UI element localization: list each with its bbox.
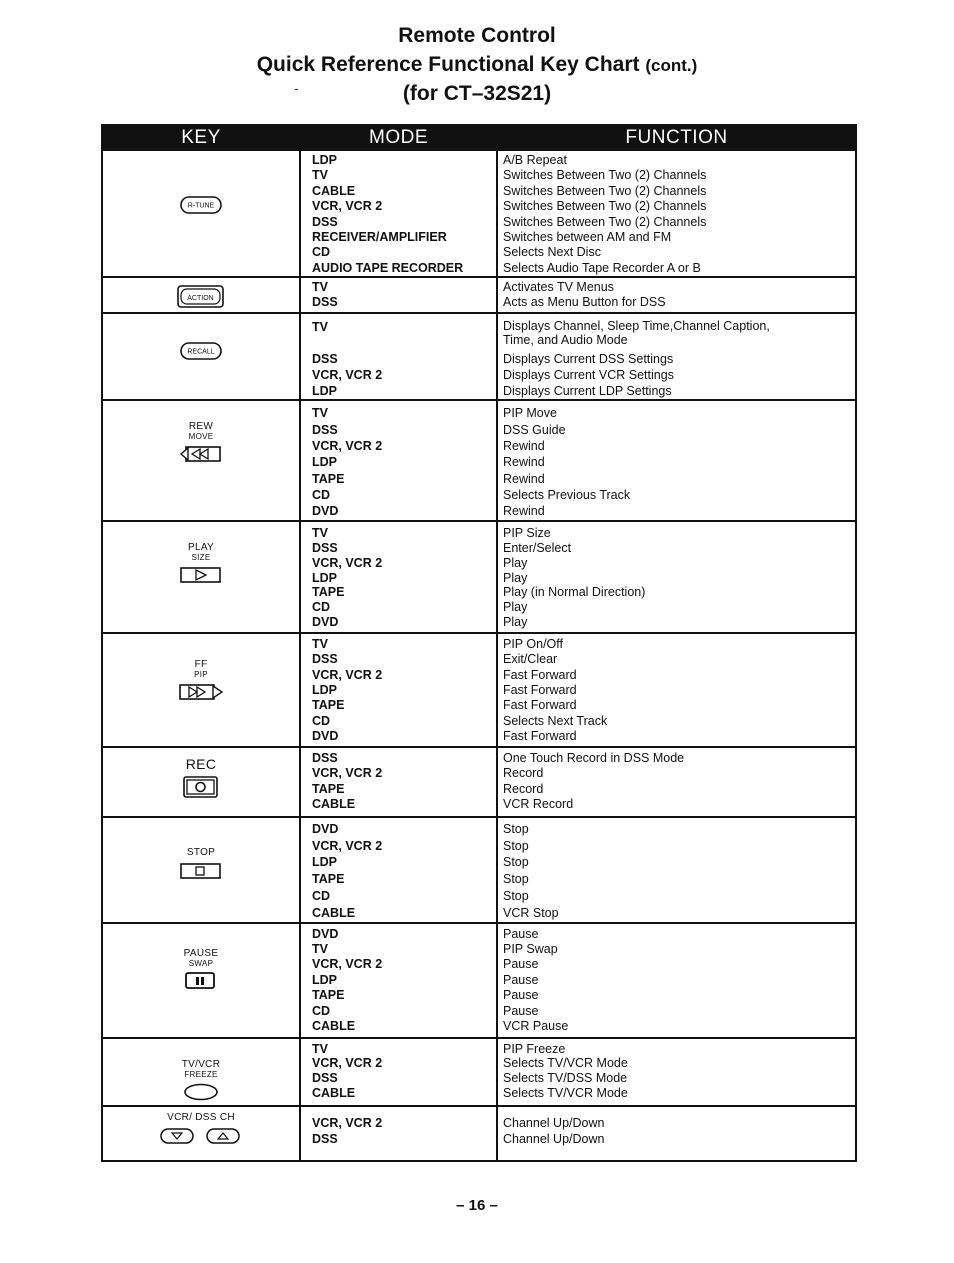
stop-icon — [178, 861, 224, 881]
key-graphic — [103, 659, 299, 702]
function-entry: PIP Swap — [503, 942, 558, 957]
mode-entry: AUDIO TAPE RECORDER — [312, 260, 464, 275]
mode-entry: LDP — [312, 153, 337, 167]
key-graphic — [103, 542, 299, 585]
record-icon — [182, 775, 220, 799]
mode-entry: DSS — [312, 1071, 338, 1086]
key-icon-caption: ACTION — [187, 295, 214, 303]
function-entry: One Touch Record in DSS Mode — [503, 750, 685, 765]
table-row — [102, 633, 856, 747]
mode-entry: TAPE — [312, 585, 345, 600]
mode-entry: CD — [312, 713, 331, 728]
key-label: MOVE — [188, 432, 214, 442]
function-entry: VCR Pause — [503, 1018, 569, 1033]
mode-entry: LDP — [312, 855, 337, 870]
function-cell — [497, 1106, 856, 1161]
play-icon — [178, 565, 224, 585]
function-entry: Selects Audio Tape Recorder A or B — [503, 260, 701, 275]
mode-entry: LDP — [312, 972, 337, 987]
table-row — [102, 1038, 856, 1106]
mode-entry: TV — [312, 168, 328, 183]
mode-entry: CD — [312, 889, 331, 904]
function-cell — [497, 277, 856, 313]
key-cell — [102, 521, 300, 633]
function-cell — [497, 817, 856, 923]
function-entry: Stop — [503, 872, 529, 887]
function-entry: Switches Between Two (2) Channels — [503, 199, 707, 214]
mode-cell — [300, 1038, 497, 1106]
function-entry: DSS Guide — [503, 422, 566, 437]
mode-cell — [300, 923, 497, 1038]
page-title-line3: (for CT–32S21) — [402, 82, 552, 105]
function-entry: Record — [503, 781, 544, 796]
function-entry: Fast Forward — [503, 683, 577, 698]
mode-entry: VCR, VCR 2 — [312, 368, 383, 383]
function-entry: Stop — [503, 855, 529, 870]
mode-entry: CABLE — [312, 905, 356, 920]
mode-entry: LDP — [312, 570, 337, 585]
key-label: SWAP — [188, 958, 214, 968]
table-row — [102, 1106, 856, 1161]
table-row — [102, 747, 856, 817]
function-entry: Switches Between Two (2) Channels — [503, 183, 707, 198]
function-entry: Fast Forward — [503, 729, 577, 744]
function-entry: Selects Next Disc — [503, 245, 601, 260]
mode-entry: CABLE — [312, 1086, 356, 1101]
function-entry: A/B Repeat — [503, 153, 567, 167]
function-cell — [497, 633, 856, 747]
mode-entry: TAPE — [312, 872, 345, 887]
mode-entry: TV — [312, 280, 328, 295]
function-entry: PIP Move — [503, 406, 557, 421]
key-graphic — [103, 1059, 299, 1102]
function-entry: Pause — [503, 957, 539, 972]
mode-entry — [312, 335, 496, 351]
key-cell — [102, 150, 300, 277]
function-entry: Stop — [503, 838, 529, 853]
mode-entry: CABLE — [312, 183, 356, 198]
function-entry: Selects Next Track — [503, 713, 608, 728]
mode-entry: TV — [312, 1041, 328, 1056]
mode-entry: TV — [312, 406, 328, 421]
mode-cell — [300, 633, 497, 747]
key-cell — [102, 1038, 300, 1106]
function-entry: Rewind — [503, 471, 545, 486]
function-entry: Selects Previous Track — [503, 488, 631, 503]
key-graphic — [103, 756, 299, 799]
function-entry: Displays Current DSS Settings — [503, 352, 674, 367]
mode-entry: DVD — [312, 926, 339, 941]
function-entry: Activates TV Menus — [503, 280, 614, 295]
recall-button-icon — [179, 341, 223, 361]
table-row — [102, 313, 856, 400]
function-entry: Rewind — [503, 438, 545, 453]
mode-entry: RECEIVER/AMPLIFIER — [312, 229, 447, 244]
function-cell — [497, 1038, 856, 1106]
key-cell — [102, 747, 300, 817]
function-entry: Play — [503, 570, 528, 585]
channel-down-up-icons — [159, 1126, 243, 1146]
table-row — [102, 277, 856, 313]
mode-cell — [300, 521, 497, 633]
mode-entry: TAPE — [312, 988, 345, 1003]
mode-entry: VCR, VCR 2 — [312, 838, 383, 853]
mode-entry: VCR, VCR 2 — [312, 957, 383, 972]
key-icon-caption: RECALL — [187, 348, 215, 356]
mode-entry: DSS — [312, 750, 338, 765]
function-entry: PIP On/Off — [503, 636, 563, 651]
key-graphic — [103, 1112, 299, 1146]
key-graphic — [103, 195, 299, 215]
tv-vcr-oval-button-icon — [181, 1082, 221, 1102]
mode-cell — [300, 277, 497, 313]
column-header-mode: MODE — [300, 125, 497, 150]
key-cell — [102, 277, 300, 313]
mode-entry: VCR, VCR 2 — [312, 1056, 383, 1071]
function-entry: Selects TV/VCR Mode — [503, 1056, 628, 1071]
table-header-row — [102, 125, 856, 150]
mode-entry: LDP — [312, 384, 337, 399]
function-entry: Play (in Normal Direction) — [503, 585, 646, 600]
function-entry: Switches between AM and FM — [503, 229, 672, 244]
function-entry: Rewind — [503, 504, 545, 519]
function-entry: Record — [503, 766, 544, 781]
key-cell — [102, 400, 300, 521]
function-entry: Switches Between Two (2) Channels — [503, 214, 707, 229]
function-entry: VCR Stop — [503, 905, 559, 920]
function-cell — [497, 747, 856, 817]
mode-entry: CD — [312, 1003, 331, 1018]
function-entry: Stop — [503, 821, 529, 836]
function-entry: Stop — [503, 889, 529, 904]
mode-entry: DSS — [312, 652, 338, 667]
key-label: FF — [194, 658, 208, 670]
pause-icon — [184, 971, 218, 991]
function-entry: Play — [503, 615, 528, 630]
function-cell — [497, 521, 856, 633]
function-entry: Fast Forward — [503, 698, 577, 713]
mode-entry: DSS — [312, 540, 338, 555]
page-number: – 16 – — [456, 1197, 498, 1214]
key-label: TV/VCR — [181, 1058, 221, 1070]
function-entry: Acts as Menu Button for DSS — [503, 295, 666, 310]
mode-entry: TAPE — [312, 698, 345, 713]
key-label: PLAY — [187, 541, 215, 553]
mode-cell — [300, 313, 497, 400]
mode-entry: CD — [312, 245, 331, 260]
key-label: VCR/ DSS CH — [167, 1111, 235, 1123]
mode-entry: DVD — [312, 504, 339, 519]
function-cell — [497, 923, 856, 1038]
title-main-text: Quick Reference Functional Key Chart — [256, 53, 640, 76]
key-label: STOP — [186, 846, 216, 858]
rewind-icon — [178, 444, 224, 464]
function-entry: Pause — [503, 1003, 539, 1018]
function-cell — [497, 313, 856, 400]
function-entry: Switches Between Two (2) Channels — [503, 168, 707, 183]
key-cell — [102, 313, 300, 400]
mode-entry: DVD — [312, 615, 339, 630]
mode-entry: DSS — [312, 422, 338, 437]
mode-entry: DVD — [312, 729, 339, 744]
mode-entry: DSS — [312, 1131, 338, 1146]
mode-entry: DVD — [312, 821, 339, 836]
mode-entry: VCR, VCR 2 — [312, 766, 383, 781]
key-graphic — [103, 948, 299, 991]
function-entry: Displays Current VCR Settings — [503, 368, 674, 383]
table-row — [102, 150, 856, 277]
key-cell — [102, 1106, 300, 1161]
function-entry: Channel Up/Down — [503, 1115, 605, 1130]
mode-cell — [300, 1106, 497, 1161]
column-header-function: FUNCTION — [497, 125, 856, 150]
column-header-key: KEY — [102, 125, 300, 150]
key-graphic — [103, 847, 299, 881]
mode-entry: CD — [312, 488, 331, 503]
key-graphic — [103, 421, 299, 464]
action-button-icon — [176, 284, 226, 310]
page-title-line1: Remote Control — [398, 24, 556, 47]
key-label: PIP — [194, 669, 208, 679]
function-entry: Rewind — [503, 455, 545, 470]
mode-entry: CABLE — [312, 797, 356, 812]
function-entry: PIP Size — [503, 525, 551, 540]
function-entry: Enter/Select — [503, 540, 572, 555]
function-entry: Fast Forward — [503, 667, 577, 682]
mode-entry: LDP — [312, 455, 337, 470]
mode-cell — [300, 747, 497, 817]
mode-entry: DSS — [312, 352, 338, 367]
function-cell — [497, 400, 856, 521]
key-label: FREEZE — [184, 1069, 218, 1079]
function-entry: Displays Channel, Sleep Time,Channel Caption, Time, and Audio Mode — [503, 319, 770, 348]
mode-entry: TV — [312, 636, 328, 651]
table-row — [102, 400, 856, 521]
mode-entry: VCR, VCR 2 — [312, 1115, 383, 1130]
mode-entry: LDP — [312, 683, 337, 698]
key-label: REW — [188, 421, 214, 433]
function-entry: Selects TV/DSS Mode — [503, 1071, 628, 1086]
function-entry: Pause — [503, 926, 539, 941]
mode-entry: VCR, VCR 2 — [312, 199, 383, 214]
function-cell — [497, 150, 856, 277]
key-cell — [102, 817, 300, 923]
function-entry: PIP Freeze — [503, 1041, 566, 1056]
title-cont-text: (cont.) — [645, 56, 698, 75]
mode-cell — [300, 400, 497, 521]
mode-entry: DSS — [312, 214, 338, 229]
mode-entry: TAPE — [312, 471, 345, 486]
function-entry: Displays Current LDP Settings — [503, 384, 672, 399]
key-cell — [102, 633, 300, 747]
mode-entry: TAPE — [312, 781, 345, 796]
mode-entry: CABLE — [312, 1018, 356, 1033]
function-entry: VCR Record — [503, 797, 574, 812]
function-entry: Exit/Clear — [503, 652, 558, 667]
function-entry: Channel Up/Down — [503, 1131, 605, 1146]
key-cell — [102, 923, 300, 1038]
mode-entry: VCR, VCR 2 — [312, 555, 383, 570]
function-entry: Play — [503, 600, 528, 615]
mode-entry: VCR, VCR 2 — [312, 438, 383, 453]
mode-cell — [300, 817, 497, 923]
scan-speck: - — [294, 80, 299, 96]
function-entry: Pause — [503, 988, 539, 1003]
key-graphic — [103, 341, 299, 361]
fast-forward-icon — [177, 682, 225, 702]
mode-entry: TV — [312, 942, 328, 957]
mode-entry: CD — [312, 600, 331, 615]
mode-entry: DSS — [312, 295, 338, 310]
function-entry: Pause — [503, 972, 539, 987]
mode-entry: VCR, VCR 2 — [312, 667, 383, 682]
key-label: SIZE — [191, 552, 211, 562]
key-graphic — [103, 284, 299, 310]
table-row — [102, 521, 856, 633]
mode-entry: TV — [312, 525, 328, 540]
quick-reference-table — [101, 124, 857, 1162]
key-label: PAUSE — [183, 947, 219, 959]
table-row — [102, 923, 856, 1038]
table-row — [102, 817, 856, 923]
page-title-line2 — [0, 51, 954, 80]
key-label: REC — [185, 755, 217, 772]
mode-entry: TV — [312, 320, 328, 335]
function-entry: Play — [503, 555, 528, 570]
function-entry: Selects TV/VCR Mode — [503, 1086, 628, 1101]
r-tune-button-icon — [179, 195, 223, 215]
mode-cell — [300, 150, 497, 277]
key-icon-caption: R-TUNE — [187, 202, 215, 210]
